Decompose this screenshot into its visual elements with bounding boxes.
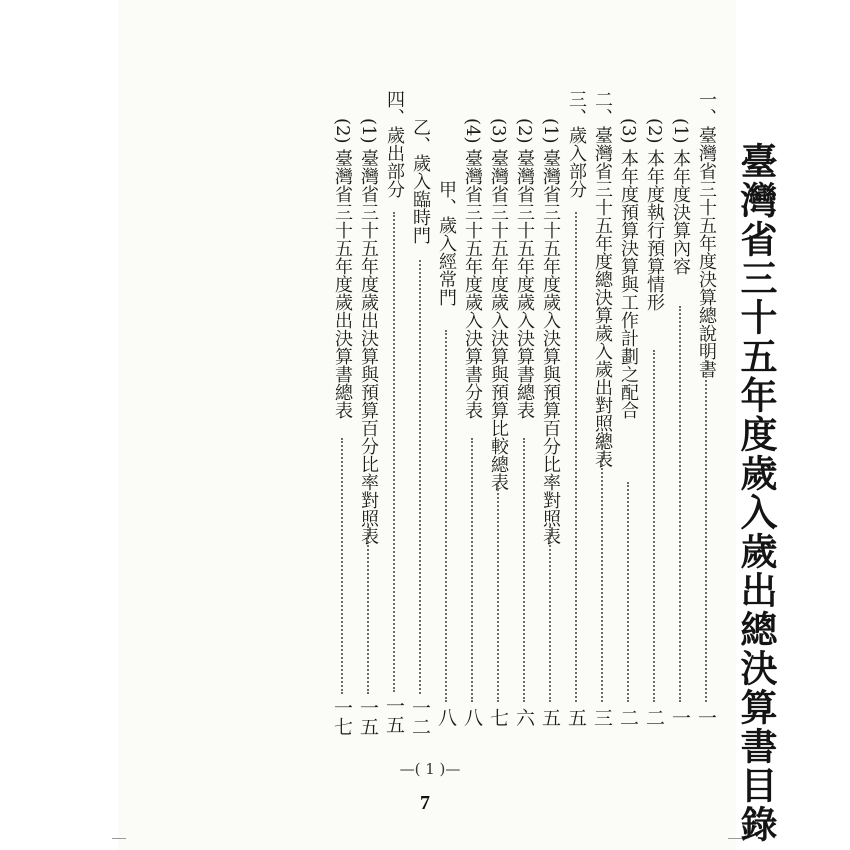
- page-mark: —( 1 )—: [399, 760, 461, 778]
- toc-entry: [381, 90, 407, 745]
- dot-leader: [445, 330, 447, 702]
- toc-entry-page: 八: [461, 708, 483, 727]
- dot-leader: [471, 438, 473, 702]
- dot-leader: [393, 212, 395, 692]
- toc-entry-label: 二、臺灣省三十五年度總決算歲入歲出對照總表: [592, 90, 613, 468]
- toc-entry-page: 一: [695, 708, 717, 727]
- toc-entry: [589, 90, 615, 745]
- toc-entry-page: 八: [435, 708, 457, 727]
- document-title: 臺灣省三十五年度歲入歲出總決算書目錄: [734, 142, 778, 844]
- toc-entry: [407, 118, 433, 745]
- toc-entry-label: (1) 臺灣省三十五年度歲入決算與預算百分比率對照表: [540, 118, 561, 546]
- toc-entry-label: (3) 本年度預算決算與工作計劃之配合: [618, 118, 639, 420]
- toc-entry-label: 甲、歲入經常門: [436, 180, 457, 306]
- page-number: 7: [420, 792, 430, 814]
- toc-entry-page: 一五: [357, 698, 379, 736]
- toc-entry-label: 一、臺灣省三十五年度決算總說明書: [696, 90, 717, 378]
- toc-entry: [433, 180, 459, 745]
- toc-entry-page: 六: [513, 708, 535, 727]
- toc-entry-label: 乙、歲入臨時門: [410, 118, 431, 244]
- toc-entry-page: 五: [565, 708, 587, 727]
- toc-entry: [693, 90, 719, 745]
- document-page: [118, 0, 778, 850]
- toc-entry-label: (2) 本年度執行預算情形: [644, 118, 665, 312]
- dot-leader: [575, 212, 577, 702]
- toc-entry-label: (4) 臺灣省三十五年度歲入決算書分表: [462, 118, 483, 420]
- dot-leader: [523, 438, 525, 702]
- dot-leader: [705, 340, 707, 702]
- toc-entry: [667, 118, 693, 745]
- toc-entry-page: 七: [487, 708, 509, 727]
- dot-leader: [549, 526, 551, 702]
- dot-leader: [367, 526, 369, 694]
- toc-entry-page: 二: [617, 708, 639, 727]
- toc-entry-label: (3) 臺灣省三十五年度歲入決算與預算比較總表: [488, 118, 509, 492]
- dot-leader: [679, 306, 681, 702]
- dot-leader: [341, 438, 343, 694]
- toc-entry: [511, 118, 537, 745]
- toc-entry-label: (1) 本年度決算內容: [670, 118, 691, 276]
- toc-entry-page: 五: [539, 708, 561, 727]
- toc-entry: [641, 118, 667, 745]
- toc-entry-label: (1) 臺灣省三十五年度歲出決算與預算百分比率對照表: [358, 118, 379, 546]
- toc-entry: [563, 90, 589, 745]
- toc-entry: [537, 118, 563, 745]
- toc-entry-page: 一五: [383, 696, 405, 734]
- dot-leader: [627, 482, 629, 702]
- toc-entry-page: 二: [643, 708, 665, 727]
- toc-entry-page: 一二: [409, 698, 431, 736]
- dot-leader: [653, 350, 655, 702]
- dot-leader: [601, 432, 603, 702]
- dot-leader: [419, 260, 421, 694]
- dot-leader: [497, 482, 499, 702]
- corner-mark: [728, 838, 742, 839]
- toc-entry-page: 一: [669, 708, 691, 727]
- toc-entry-page: 三: [591, 708, 613, 727]
- toc-entry: [485, 118, 511, 745]
- toc-entry: [615, 118, 641, 745]
- toc-entry-page: 一七: [331, 698, 353, 736]
- toc-entry-label: 三、歲入部分: [566, 90, 587, 198]
- corner-mark: [112, 838, 126, 839]
- toc-entry-label: (2) 臺灣省三十五年度歲出決算書總表: [332, 118, 353, 420]
- toc-entry: [459, 118, 485, 745]
- toc-entry-label: 四、歲出部分: [384, 90, 405, 198]
- toc-entry: [329, 118, 355, 745]
- toc-entry-label: (2) 臺灣省三十五年度歲入決算書總表: [514, 118, 535, 420]
- toc-entry: [355, 118, 381, 745]
